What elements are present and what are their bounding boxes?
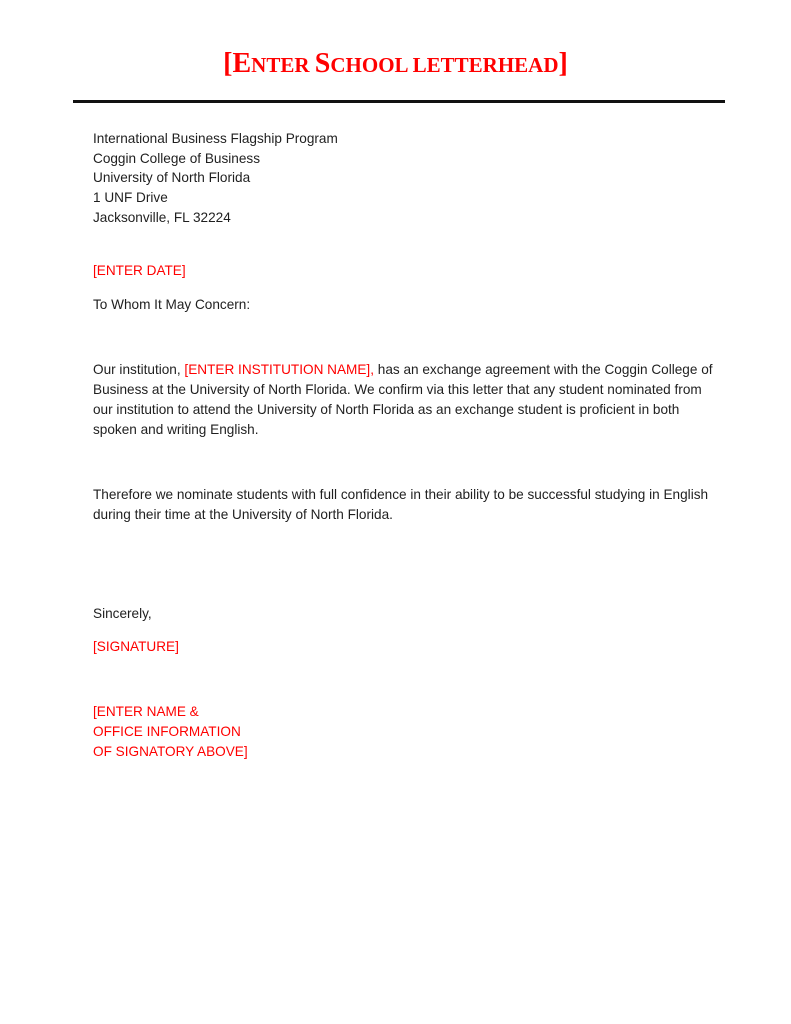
paragraph1-line2: Business at the University of North Florida. We confirm via this letter that any student nominated from (93, 382, 702, 397)
signatory-line1: [ENTER NAME & (93, 704, 199, 719)
address-line-college: Coggin College of Business (93, 151, 261, 166)
paragraph1-line1-rest: has an exchange agreement with the Coggin College of (373, 362, 713, 377)
address-line-street: 1 UNF Drive (93, 190, 168, 205)
letterhead-word1-rest: NTER (251, 53, 315, 77)
address-line-city: Jacksonville, FL 32224 (93, 210, 231, 225)
paragraph1-line1 (93, 360, 713, 380)
date-placeholder: [ENTER DATE] (93, 263, 186, 278)
paragraph2-line2: during their time at the University of North Florida. (93, 507, 393, 522)
paragraph1-line3: our institution to attend the University of North Florida as an exchange student is proficient in both (93, 402, 680, 417)
letterhead-divider (73, 100, 725, 103)
signatory-line2: OFFICE INFORMATION (93, 724, 241, 739)
letterhead-word1-cap: E (232, 48, 252, 79)
letterhead-word2-rest: CHOOL LETTERHEAD (330, 53, 559, 77)
paragraph2-line1: Therefore we nominate students with full confidence in their ability to be successful studying in English (93, 487, 709, 502)
letterhead-close-bracket: ] (558, 48, 568, 79)
letterhead-word2-cap: S (314, 48, 331, 79)
letterhead-placeholder (0, 44, 791, 85)
letterhead-open-bracket: [ (223, 48, 233, 79)
paragraph1-line4: spoken and writing English. (93, 422, 259, 437)
signatory-line3: OF SIGNATORY ABOVE] (93, 744, 248, 759)
signature-placeholder: [SIGNATURE] (93, 639, 179, 654)
address-line-program: International Business Flagship Program (93, 131, 338, 146)
address-line-university: University of North Florida (93, 170, 251, 185)
institution-name-placeholder: [ENTER INSTITUTION NAME], (184, 362, 374, 377)
salutation: To Whom It May Concern: (93, 297, 251, 312)
paragraph1-lead: Our institution, (93, 362, 185, 377)
closing: Sincerely, (93, 606, 152, 621)
